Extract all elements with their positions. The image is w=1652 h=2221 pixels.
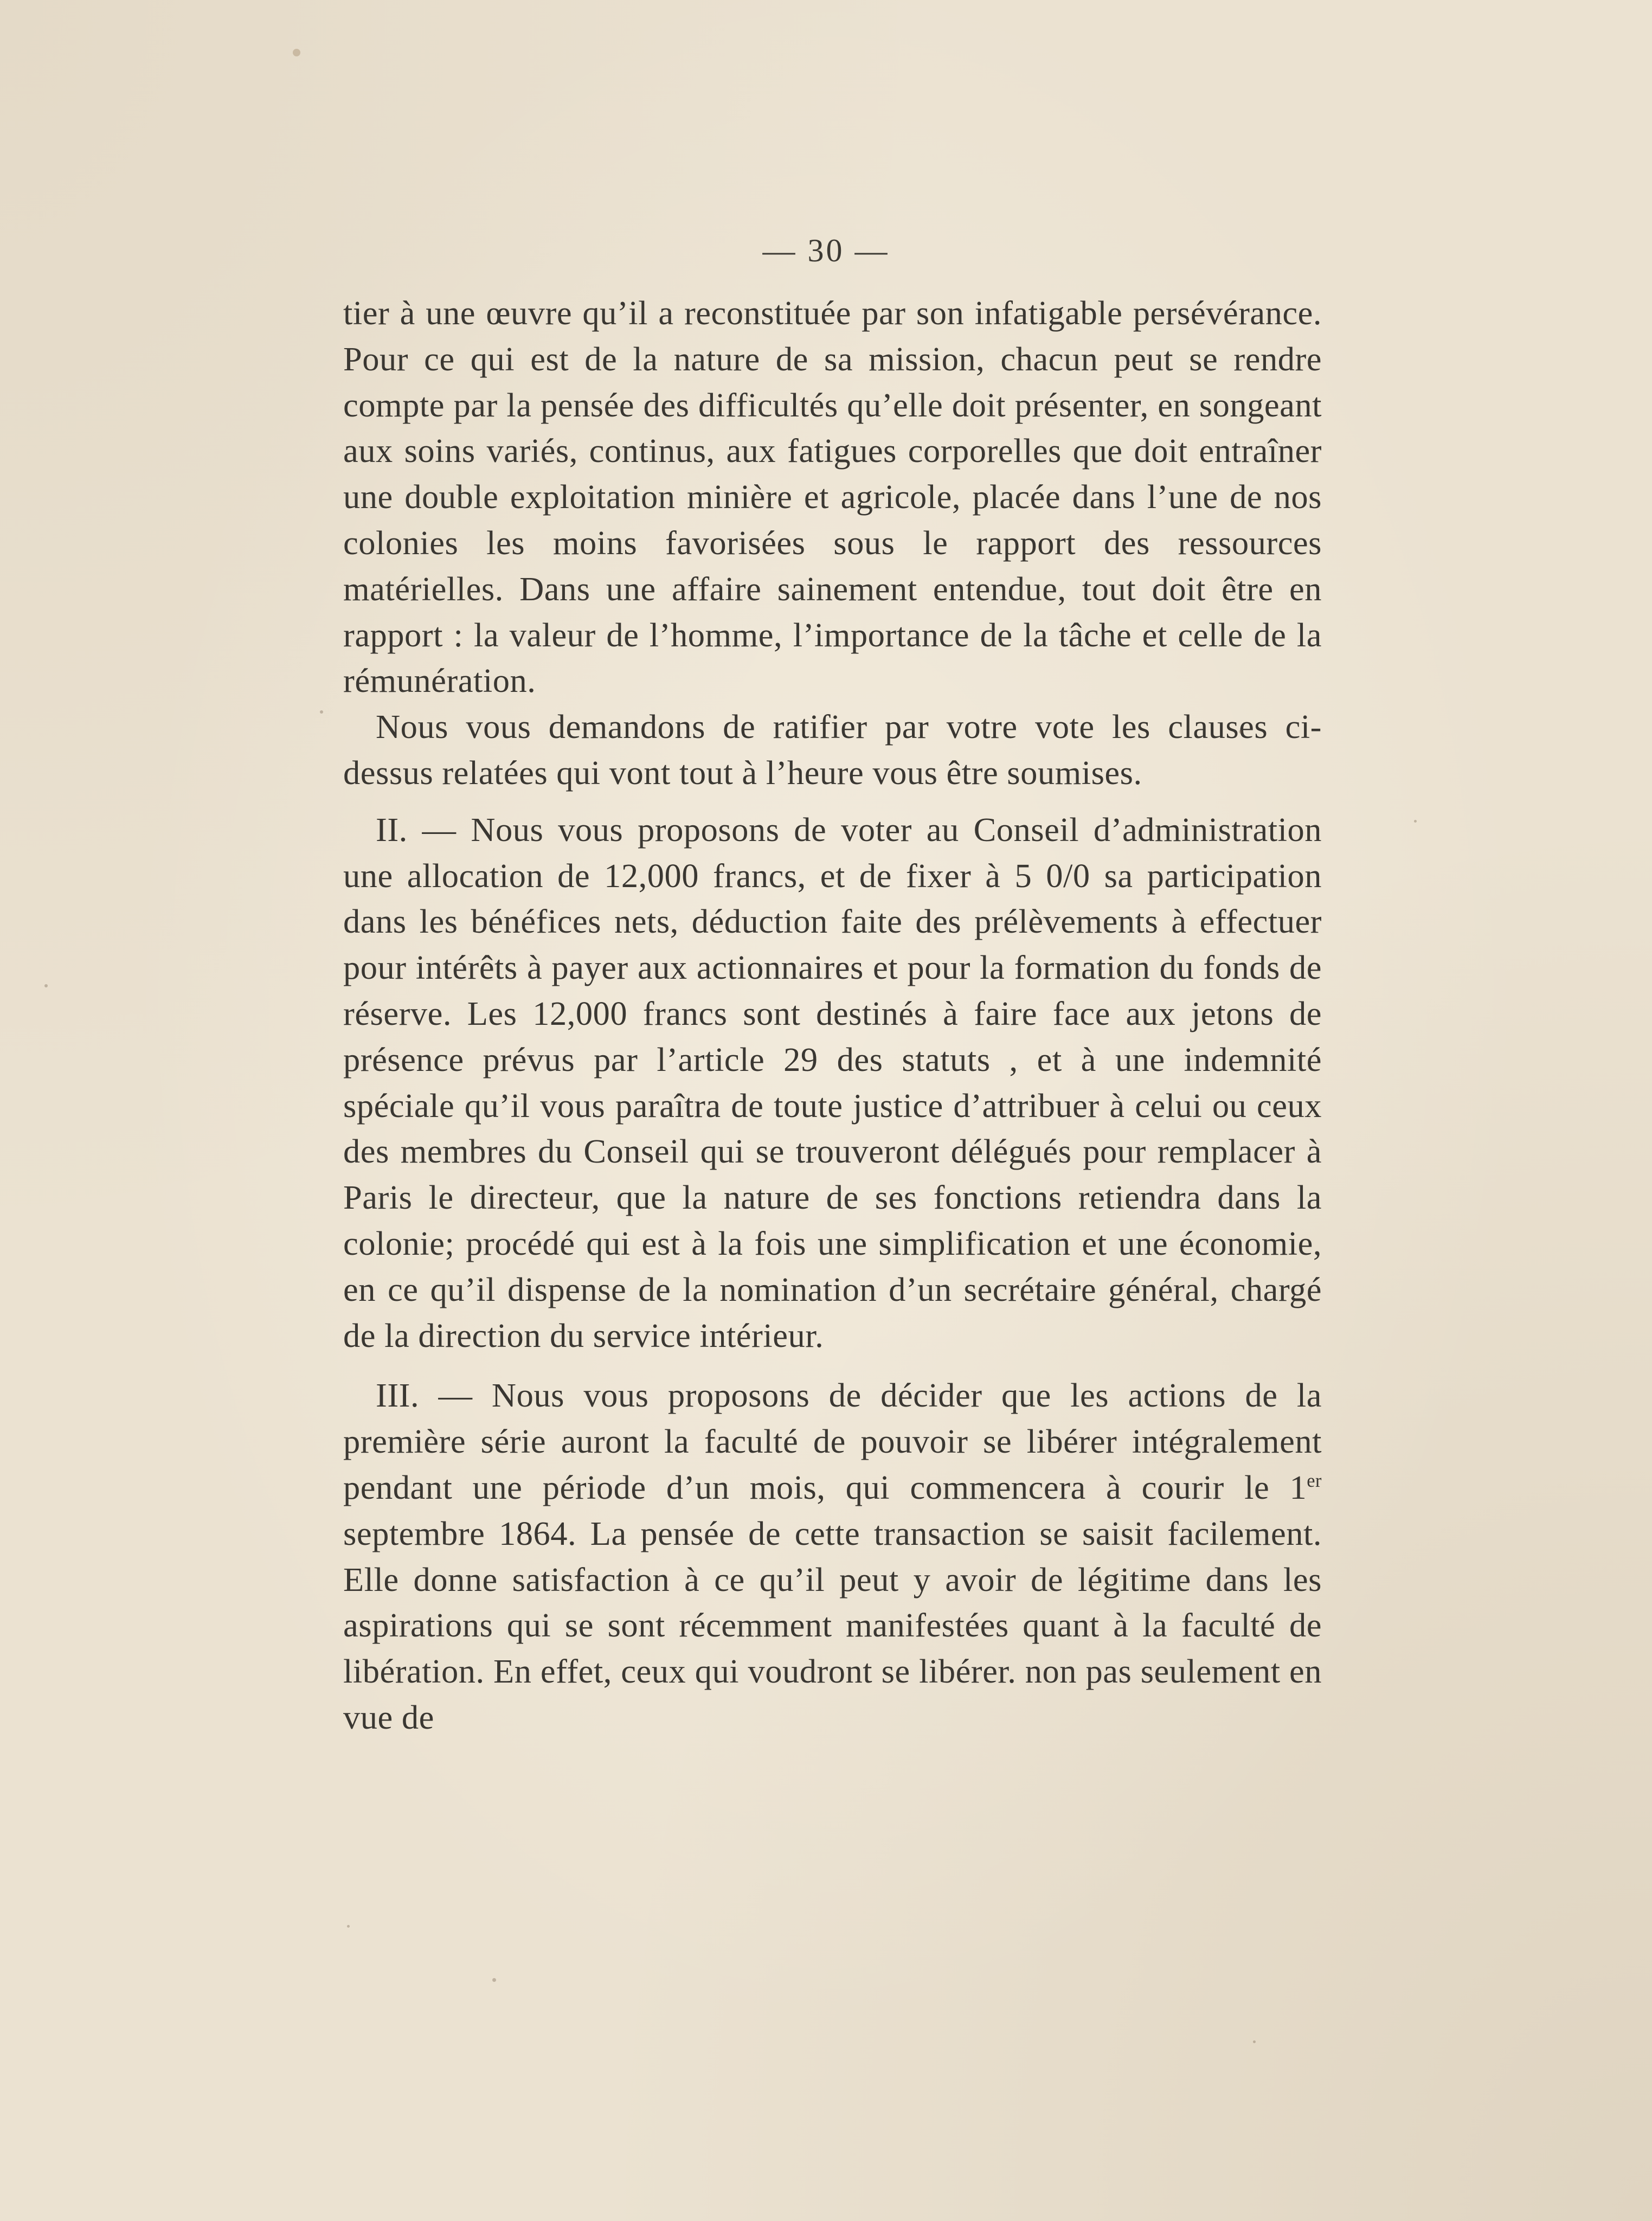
paragraph-section-iii <box>343 1372 1322 1740</box>
paper-speck <box>1414 820 1417 823</box>
ordinal-superscript: er <box>1307 1471 1322 1492</box>
paragraph-continuation: tier à une œuvre qu’il a reconstituée par son infatigable persévérance. Pour ce qui est de la nature de sa mission, chacun peut se rendre compte par la pensée des difficultés qu’elle doit présenter, en songeant aux soins variés, continus, aux fatigues corporelles que doit entraîner une double exploitation minière et agricole, placée dans l’une de nos colonies les moins favorisées sous le rapport des ressources matérielles. Dans une affaire sainement entendue, tout doit être en rapport : la valeur de l’homme, l’importance de la tâche et celle de la rémunération. <box>343 294 1322 700</box>
paragraph-ratification: Nous vous demandons de ratifier par votre vote les clauses ci-dessus relatées qui vont tout à l’heure vous être soumises. <box>343 708 1322 792</box>
paper-speck <box>320 710 323 714</box>
paragraph-section-ii: II. — Nous vous proposons de voter au Conseil d’administration une allocation de 12,000 francs, et de fixer à 5 0/0 sa participation dans les bénéfices nets, déduction faite des prélèvements à effectuer pour intérêts à payer aux actionnaires et pour la formation du fonds de réserve. Les 12,000 francs sont destinés à faire face aux jetons de présence prévus par l’article 29 des statuts , et à une indemnité spéciale qu’il vous paraîtra de toute justice d’attribuer à celui ou ceux des membres du Conseil qui se trouveront délégués pour remplacer à Paris le directeur, que la nature de ses fonctions retiendra dans la colonie; procédé qui est à la fois une simplification et une économie, en ce qu’il dispense de la nomination d’un secrétaire général, chargé de la direction du service intérieur. <box>343 810 1322 1355</box>
paper-speck <box>44 984 48 987</box>
paper-speck <box>492 1978 496 1982</box>
paragraph-section-iii-start: III. — Nous vous proposons de décider que les actions de la première série auront la faculté de pouvoir se libérer intégralement pendant une période d’un mois, qui commencera à courir le 1 <box>343 1376 1322 1506</box>
paragraph-section-iii-end: septembre 1864. La pensée de cette transaction se saisit facilement. Elle donne satisfaction à ce qu’il peut y avoir de légitime dans les aspirations qui se sont récemment manifestées quant à la faculté de libération. En effet, ceux qui voudront se libérer. non pas seulement en vue de <box>343 1514 1322 1736</box>
paper-speck <box>293 49 300 56</box>
paper-speck <box>1239 730 1243 734</box>
body-text <box>343 290 1322 1741</box>
page-number: — 30 — <box>762 233 890 268</box>
paper-speck <box>347 1925 350 1928</box>
paper-speck <box>1253 2040 1256 2043</box>
